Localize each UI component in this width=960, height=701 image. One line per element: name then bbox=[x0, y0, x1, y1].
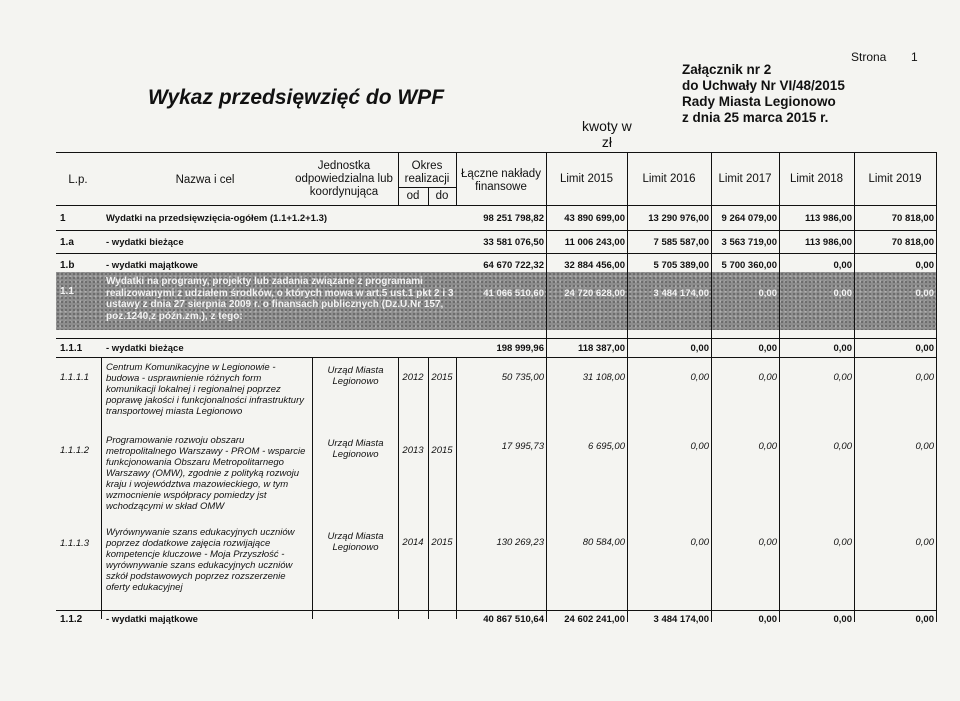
column-header-name: Nazwa i cel bbox=[175, 174, 235, 186]
row-limit-2019: 0,00 bbox=[915, 288, 934, 299]
row-limit-2018: 0,00 bbox=[833, 537, 852, 548]
annex-line: do Uchwały Nr VI/48/2015 bbox=[682, 78, 845, 93]
row-total: 41 066 510,60 bbox=[483, 288, 544, 299]
row-limit-2019: 0,00 bbox=[915, 260, 934, 271]
table-rule bbox=[456, 357, 457, 619]
column-header-limit-2018: Limit 2018 bbox=[789, 173, 844, 185]
row-name: - wydatki bieżące bbox=[106, 237, 184, 248]
row-limit-2016: 0,00 bbox=[690, 372, 709, 383]
row-limit-2016: 7 585 587,00 bbox=[653, 237, 709, 248]
row-limit-2017: 0,00 bbox=[758, 288, 777, 299]
row-name: - wydatki majątkowe bbox=[106, 260, 198, 271]
row-limit-2015: 6 695,00 bbox=[588, 441, 625, 452]
header-line: koordynująca bbox=[309, 186, 379, 198]
row-limit-2015: 31 108,00 bbox=[582, 372, 625, 383]
row-limit-2018: 0,00 bbox=[833, 260, 852, 271]
column-header-limit-2019: Limit 2019 bbox=[868, 173, 922, 185]
row-total: 198 999,96 bbox=[496, 343, 544, 354]
row-lp: 1.1.1.1 bbox=[60, 372, 90, 383]
row-limit-2018: 0,00 bbox=[833, 441, 852, 452]
row-lp: 1.b bbox=[60, 260, 75, 271]
row-limit-2018: 0,00 bbox=[833, 343, 852, 354]
annex-line: Załącznik nr 2 bbox=[682, 62, 772, 77]
table-rule bbox=[56, 338, 936, 339]
row-limit-2018: 113 986,00 bbox=[804, 237, 852, 248]
row-limit-2016: 5 705 389,00 bbox=[653, 260, 709, 271]
page-label: Strona bbox=[851, 50, 887, 64]
row-limit-2015: 32 884 456,00 bbox=[564, 260, 625, 271]
row-name: Centrum Komunikacyjne w Legionowie - budowa - usprawnienie różnych form komunikacji lokalnej i regionalnej poprzez poprawę jakości i funkcjonalności infrastruktury transportowej miasta Legionowo bbox=[106, 362, 305, 417]
row-to: 2015 bbox=[431, 537, 453, 548]
row-limit-2018: 113 986,00 bbox=[804, 213, 852, 224]
row-limit-2017: 0,00 bbox=[758, 372, 777, 383]
row-limit-2015: 24 720 628,00 bbox=[564, 288, 625, 299]
table-rule bbox=[56, 230, 936, 231]
row-from: 2013 bbox=[402, 445, 424, 456]
row-total: 33 581 076,50 bbox=[483, 237, 544, 248]
row-to: 2015 bbox=[431, 372, 453, 383]
document-title: Wykaz przedsięwzięć do WPF bbox=[148, 86, 445, 109]
column-header-from: od bbox=[406, 190, 420, 202]
column-header-unit bbox=[285, 160, 403, 199]
row-name: Programowanie rozwoju obszaru metropolitalnego Warszawy - PROM - wsparcie funkcjonowania Obszaru Metropolitarnego Warszawy (OMW), zgodnie z polityką rozwoju kraju i województwa mazowieckiego, w tym wzmocnienie współpracy pomiedzy jst wchodzącymi w skład OMW bbox=[106, 435, 306, 512]
row-limit-2017: 0,00 bbox=[758, 343, 777, 354]
row-unit: Urząd Miasta Legionowo bbox=[327, 365, 384, 387]
row-total: 50 735,00 bbox=[501, 372, 544, 383]
header-line: Okres bbox=[411, 160, 443, 172]
row-limit-2015: 80 584,00 bbox=[582, 537, 625, 548]
units-line: kwoty w bbox=[582, 118, 632, 134]
row-unit: Urząd Miasta Legionowo bbox=[327, 438, 384, 460]
row-limit-2016: 13 290 976,00 bbox=[648, 213, 709, 224]
header-line: odpowiedzialna lub bbox=[295, 173, 393, 185]
column-header-lp: L.p. bbox=[68, 174, 88, 186]
table-rule bbox=[56, 610, 936, 611]
table-rule bbox=[398, 187, 456, 188]
row-lp: 1.1 bbox=[60, 286, 74, 297]
row-total: 40 867 510,64 bbox=[483, 614, 544, 625]
row-total: 130 269,23 bbox=[496, 537, 544, 548]
annex-line: Rady Miasta Legionowo bbox=[682, 94, 836, 109]
row-limit-2015: 11 006 243,00 bbox=[564, 237, 625, 248]
column-header-period bbox=[398, 160, 456, 186]
row-total: 64 670 722,32 bbox=[483, 260, 544, 271]
header-line: realizacji bbox=[404, 173, 450, 185]
row-limit-2016: 0,00 bbox=[690, 537, 709, 548]
row-limit-2016: 3 484 174,00 bbox=[653, 614, 709, 625]
row-limit-2017: 3 563 719,00 bbox=[721, 237, 777, 248]
row-lp: 1 bbox=[60, 213, 66, 224]
table-rule bbox=[56, 357, 936, 358]
row-limit-2019: 0,00 bbox=[915, 614, 934, 625]
row-limit-2017: 5 700 360,00 bbox=[721, 260, 777, 271]
column-header-limit-2015: Limit 2015 bbox=[559, 173, 614, 185]
row-from: 2012 bbox=[402, 372, 424, 383]
row-limit-2018: 0,00 bbox=[833, 288, 852, 299]
row-limit-2019: 70 818,00 bbox=[891, 237, 934, 248]
row-limit-2019: 0,00 bbox=[915, 343, 934, 354]
row-limit-2019: 0,00 bbox=[915, 441, 934, 452]
table-rule bbox=[312, 357, 313, 619]
row-limit-2019: 70 818,00 bbox=[891, 213, 934, 224]
row-limit-2017: 9 264 079,00 bbox=[721, 213, 777, 224]
row-name: Wyrównywanie szans edukacyjnych uczniów poprzez dodatkowe zajęcia rozwijające kompetencje kluczowe - Moja Przyszłość - wyrównywanie szans edukacyjnych uczniów szkół podstawowych poprzez rozszerzenie oferty edukacyjnej bbox=[106, 527, 295, 593]
header-line: Jednostka bbox=[317, 160, 371, 172]
row-from: 2014 bbox=[402, 537, 424, 548]
table-rule bbox=[428, 357, 429, 619]
row-limit-2018: 0,00 bbox=[833, 372, 852, 383]
row-lp: 1.1.2 bbox=[60, 614, 83, 625]
row-lp: 1.a bbox=[60, 237, 74, 248]
row-total: 98 251 798,82 bbox=[483, 213, 544, 224]
column-header-limit-2017: Limit 2017 bbox=[718, 173, 772, 185]
row-limit-2017: 0,00 bbox=[758, 537, 777, 548]
column-header-to: do bbox=[435, 190, 449, 202]
table-rule bbox=[56, 205, 936, 206]
row-limit-2017: 0,00 bbox=[758, 614, 777, 625]
table-rule bbox=[56, 152, 936, 153]
row-lp: 1.1.1.2 bbox=[60, 445, 90, 456]
column-header-limit-2016: Limit 2016 bbox=[642, 173, 696, 185]
row-limit-2019: 0,00 bbox=[915, 537, 934, 548]
row-limit-2017: 0,00 bbox=[758, 441, 777, 452]
row-limit-2015: 24 602 241,00 bbox=[564, 614, 625, 625]
column-header-total bbox=[456, 168, 546, 194]
row-name: Wydatki na programy, projekty lub zadania związane z programami realizowanymi z udziałem środków, o których mowa w art.5 ust.1 pkt 2 i 3 ustawy z dnia 27 sierpnia 2009 r. o finansach publicznych (Dz.U.Nr 157, poz.1240,z późn.zm.), z tego: bbox=[106, 276, 454, 322]
row-limit-2015: 118 387,00 bbox=[577, 343, 625, 354]
table-rule bbox=[56, 253, 936, 254]
row-name: - wydatki majątkowe bbox=[106, 614, 198, 625]
row-total: 17 995,73 bbox=[501, 441, 544, 452]
row-lp: 1.1.1 bbox=[60, 343, 83, 354]
row-limit-2015: 43 890 699,00 bbox=[564, 213, 625, 224]
table-rule bbox=[398, 357, 399, 619]
row-limit-2018: 0,00 bbox=[833, 614, 852, 625]
header-line: Łączne nakłady bbox=[461, 168, 541, 180]
units-line: zł bbox=[601, 134, 612, 150]
row-limit-2016: 0,00 bbox=[690, 343, 709, 354]
row-limit-2016: 0,00 bbox=[690, 441, 709, 452]
table-rule bbox=[101, 357, 102, 619]
table-rule bbox=[936, 152, 937, 622]
row-unit: Urząd Miasta Legionowo bbox=[327, 531, 384, 553]
annex-line: z dnia 25 marca 2015 r. bbox=[682, 110, 829, 125]
row-limit-2019: 0,00 bbox=[915, 372, 934, 383]
header-line: finansowe bbox=[475, 181, 527, 193]
row-lp: 1.1.1.3 bbox=[60, 538, 90, 549]
row-name: - wydatki bieżące bbox=[106, 343, 184, 354]
page-number: 1 bbox=[911, 50, 918, 64]
row-limit-2016: 3 484 174,00 bbox=[653, 288, 709, 299]
row-to: 2015 bbox=[431, 445, 453, 456]
row-name: Wydatki na przedsięwzięcia-ogółem (1.1+1.2+1.3) bbox=[106, 213, 328, 224]
